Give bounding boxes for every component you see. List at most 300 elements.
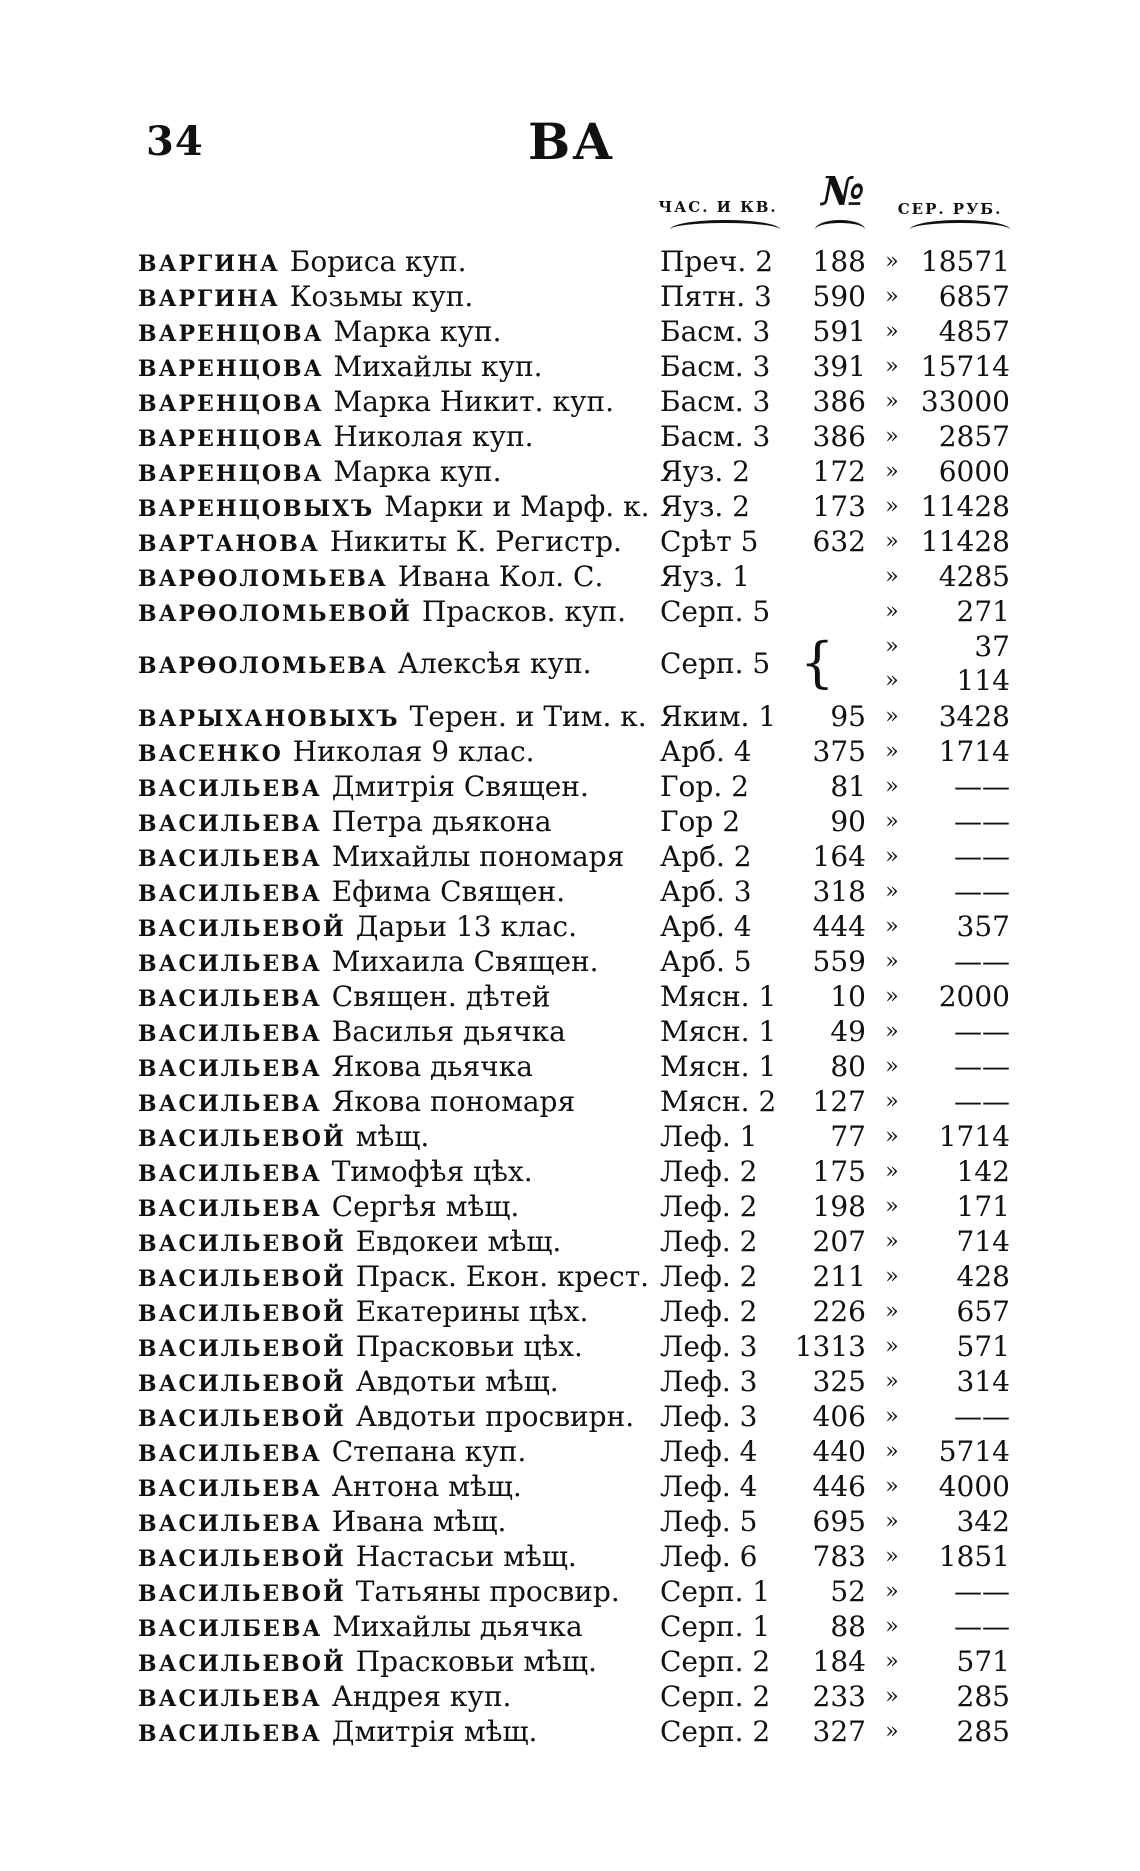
entry-amount: —— xyxy=(954,770,1010,803)
entry-surname: ВАРЕНЦОВЫХЪ xyxy=(138,496,375,522)
entry-amount: 571 xyxy=(956,1645,1010,1678)
entry-description: Прасковьи мѣщ. xyxy=(355,1645,597,1678)
column-brace-number xyxy=(815,220,865,239)
entry-amount: —— xyxy=(954,1085,1010,1118)
entry-sign: » xyxy=(885,1194,899,1219)
entry-sign: » xyxy=(885,389,899,414)
entry-name xyxy=(138,1224,658,1262)
entry-amount: —— xyxy=(954,805,1010,838)
entry-amount: —— xyxy=(954,840,1010,873)
entry-quarter: Мясн. 1 xyxy=(660,1050,777,1083)
entry-description: мѣщ. xyxy=(355,1120,430,1153)
entry-amount: 171 xyxy=(956,1190,1010,1223)
entry-sign: » xyxy=(885,1264,899,1289)
entry-surname: ВАСИЛЬЕВА xyxy=(138,1441,322,1467)
entry-name xyxy=(138,594,658,632)
entry-sign: » xyxy=(885,984,899,1009)
entry-sign: » xyxy=(885,1439,899,1464)
entry-sign: » xyxy=(885,319,899,344)
entry-number: 559 xyxy=(812,945,866,978)
entry-description: Марка куп. xyxy=(333,455,502,488)
entry-quarter: Срѣт 5 xyxy=(660,525,759,558)
entry-number: 226 xyxy=(812,1295,866,1328)
entry-description: Марки и Марф. к. xyxy=(384,490,650,523)
entry-quarter: Серп. 5 xyxy=(660,647,771,680)
entry-name xyxy=(138,944,658,982)
entry-number: 80 xyxy=(830,1050,866,1083)
list-item xyxy=(0,1364,1140,1399)
entry-surname: ВАСИЛЬЕВОЙ xyxy=(138,1371,346,1397)
entry-number: 90 xyxy=(830,805,866,838)
entry-sign: » xyxy=(885,739,899,764)
list-item xyxy=(0,244,1140,279)
entry-sign: » xyxy=(885,668,899,693)
entry-surname: ВАСИЛЬЕВОЙ xyxy=(138,1231,346,1257)
entry-name xyxy=(138,769,658,807)
entry-sign: » xyxy=(885,914,899,939)
entry-amount: 37 xyxy=(974,630,1010,663)
entry-description: Антона мѣщ. xyxy=(331,1470,522,1503)
entry-sign: » xyxy=(885,1334,899,1359)
entry-amount: 2857 xyxy=(938,420,1010,453)
entry-number: 446 xyxy=(812,1470,866,1503)
entry-quarter: Басм. 3 xyxy=(660,420,771,453)
entry-surname: ВАСИЛЬЕВА xyxy=(138,1721,322,1747)
entry-quarter: Серп. 2 xyxy=(660,1645,771,1678)
entry-surname: ВАСИЛЬЕВА xyxy=(138,881,322,907)
entry-sign: » xyxy=(885,1544,899,1569)
entry-amount: 571 xyxy=(956,1330,1010,1363)
entry-number: 164 xyxy=(812,840,866,873)
entry-quarter: Леф. 4 xyxy=(660,1470,758,1503)
entry-name xyxy=(138,1679,658,1717)
entry-name xyxy=(138,699,658,737)
entry-quarter: Леф. 3 xyxy=(660,1400,758,1433)
list-item xyxy=(0,524,1140,559)
entry-sign: » xyxy=(885,1019,899,1044)
entry-number: 81 xyxy=(830,770,866,803)
entry-amount: 714 xyxy=(956,1225,1010,1258)
entry-description: Якова пономаря xyxy=(331,1085,576,1118)
entry-name xyxy=(138,1014,658,1052)
entry-surname: ВАРЕНЦОВА xyxy=(138,356,324,382)
entry-sign: » xyxy=(885,634,899,659)
entry-name xyxy=(138,384,658,422)
list-item xyxy=(0,734,1140,769)
entry-name xyxy=(138,1329,658,1367)
entry-surname: ВАСИЛЬЕВА xyxy=(138,1056,322,1082)
entry-amount: 5714 xyxy=(938,1435,1010,1468)
entry-description: Сергѣя мѣщ. xyxy=(331,1190,520,1223)
entry-amount: 657 xyxy=(956,1295,1010,1328)
entry-quarter: Мясн. 1 xyxy=(660,980,777,1013)
entry-name xyxy=(138,1504,658,1542)
entry-description: Василья дьячка xyxy=(331,1015,566,1048)
entry-surname: ВАРЕНЦОВА xyxy=(138,426,324,452)
entry-number: 406 xyxy=(812,1400,866,1433)
entry-sign: » xyxy=(885,1404,899,1429)
entry-name xyxy=(138,1644,658,1682)
entry-description: Дарьи 13 клас. xyxy=(355,910,578,943)
list-item xyxy=(0,279,1140,314)
entry-name xyxy=(138,314,658,352)
entry-quarter: Гор 2 xyxy=(660,805,741,838)
entry-number: 325 xyxy=(812,1365,866,1398)
entry-surname: ВАСИЛЬЕВА xyxy=(138,1686,322,1712)
list-item xyxy=(0,419,1140,454)
entry-number: 52 xyxy=(830,1575,866,1608)
entry-quarter: Леф. 3 xyxy=(660,1330,758,1363)
column-header-number: № xyxy=(821,168,865,215)
entry-description: Ивана мѣщ. xyxy=(331,1505,507,1538)
entry-quarter: Серп. 1 xyxy=(660,1575,771,1608)
entry-quarter: Преч. 2 xyxy=(660,245,774,278)
entry-description: Ефима Священ. xyxy=(331,875,566,908)
entry-surname: ВАСИЛЬЕВА xyxy=(138,1091,322,1117)
list-item xyxy=(0,1434,1140,1469)
entry-number: 386 xyxy=(812,420,866,453)
entry-surname: ВАСИЛЬЕВОЙ xyxy=(138,1336,346,1362)
entry-surname: ВАСИЛЬЕВА xyxy=(138,986,322,1012)
entry-number: 49 xyxy=(830,1015,866,1048)
entry-surname: ВАСИЛЬЕВА xyxy=(138,1476,322,1502)
entry-name xyxy=(138,909,658,947)
entry-name xyxy=(138,1714,658,1752)
entry-name xyxy=(138,874,658,912)
entry-quarter: Леф. 1 xyxy=(660,1120,758,1153)
list-item xyxy=(0,1504,1140,1539)
list-item xyxy=(0,874,1140,909)
entry-number: 318 xyxy=(812,875,866,908)
entry-quarter: Леф. 5 xyxy=(660,1505,758,1538)
entry-amount: 1714 xyxy=(938,735,1010,768)
list-item xyxy=(0,699,1140,734)
entry-description: Михайлы куп. xyxy=(333,350,543,383)
entry-number: 127 xyxy=(812,1085,866,1118)
entry-name xyxy=(138,244,658,282)
entry-surname: ВАРТАНОВА xyxy=(138,531,320,557)
list-item xyxy=(0,1259,1140,1294)
entry-amount: 142 xyxy=(956,1155,1010,1188)
list-item xyxy=(0,559,1140,594)
entry-surname: ВАСИЛЬЕВА xyxy=(138,846,322,872)
entry-description: Дмитрія Священ. xyxy=(331,770,589,803)
list-item xyxy=(0,384,1140,419)
entry-sign: » xyxy=(885,1229,899,1254)
entry-sign: » xyxy=(885,529,899,554)
entry-amount: 6000 xyxy=(938,455,1010,488)
entry-amount: 4000 xyxy=(938,1470,1010,1503)
list-item xyxy=(0,314,1140,349)
entry-amount: —— xyxy=(954,875,1010,908)
entry-name xyxy=(138,1049,658,1087)
entry-amount: 4285 xyxy=(938,560,1010,593)
entry-surname: ВАСИЛЬЕВА xyxy=(138,1021,322,1047)
entry-surname: ВАСИЛЬЕВА xyxy=(138,776,322,802)
entry-quarter: Арб. 3 xyxy=(660,875,752,908)
entry-amount: 357 xyxy=(956,910,1010,943)
list-item xyxy=(0,1224,1140,1259)
entry-surname: ВАСИЛЬЕВОЙ xyxy=(138,1406,346,1432)
entry-surname: ВАPГИНА xyxy=(138,251,280,277)
entry-amount: 4857 xyxy=(938,315,1010,348)
entry-number: 695 xyxy=(812,1505,866,1538)
entry-surname: ВАСИЛЬЕВОЙ xyxy=(138,916,346,942)
list-item xyxy=(0,349,1140,384)
entry-sign: » xyxy=(885,424,899,449)
list-item xyxy=(0,489,1140,524)
list-item xyxy=(0,1469,1140,1504)
entry-quarter: Яким. 1 xyxy=(660,700,777,733)
entry-number: 198 xyxy=(812,1190,866,1223)
entry-number: 783 xyxy=(812,1540,866,1573)
entry-sign: » xyxy=(885,354,899,379)
entry-sign: » xyxy=(885,459,899,484)
list-item xyxy=(0,454,1140,489)
entry-description: Козьмы куп. xyxy=(289,280,474,313)
entry-sign: » xyxy=(885,1299,899,1324)
entry-amount: 1714 xyxy=(938,1120,1010,1153)
list-item xyxy=(0,1574,1140,1609)
entry-sign: » xyxy=(885,1089,899,1114)
entry-description: Якова дьячка xyxy=(331,1050,533,1083)
entry-amount: 114 xyxy=(956,664,1010,697)
entry-sign: » xyxy=(885,1474,899,1499)
list-item xyxy=(0,1399,1140,1434)
entry-surname: ВАРЕНЦОВА xyxy=(138,391,324,417)
entry-sign: » xyxy=(885,1684,899,1709)
entry-number: 233 xyxy=(812,1680,866,1713)
entry-name xyxy=(138,734,658,772)
entry-amount: 18571 xyxy=(920,245,1010,278)
entry-amount: 342 xyxy=(956,1505,1010,1538)
entry-name xyxy=(138,804,658,842)
entry-sign: » xyxy=(885,1369,899,1394)
entry-name xyxy=(138,1259,658,1297)
entry-sign: » xyxy=(885,564,899,589)
entry-sign: » xyxy=(885,1719,899,1744)
entry-name xyxy=(138,1539,658,1577)
entry-surname: ВАРѲОЛОМЬЕВА xyxy=(138,566,388,592)
entry-number: 88 xyxy=(830,1610,866,1643)
list-item xyxy=(0,594,1140,629)
entry-amount: 428 xyxy=(956,1260,1010,1293)
entry-description: Татьяны просвир. xyxy=(355,1575,620,1608)
entry-quarter: Арб. 4 xyxy=(660,735,752,768)
entry-quarter: Яуз. 2 xyxy=(660,455,750,488)
entry-description: Петра дьякона xyxy=(331,805,552,838)
entry-description: Дмитрія мѣщ. xyxy=(331,1715,538,1748)
entry-number: 386 xyxy=(812,385,866,418)
entry-number: 95 xyxy=(830,700,866,733)
list-item xyxy=(0,1084,1140,1119)
entry-quarter: Басм. 3 xyxy=(660,385,771,418)
curly-brace: { xyxy=(800,631,835,694)
list-item xyxy=(0,769,1140,804)
entry-quarter: Леф. 2 xyxy=(660,1190,758,1223)
entry-surname: ВАСИЛЬЕВОЙ xyxy=(138,1301,346,1327)
entry-description: Терен. и Тим. к. xyxy=(409,700,647,733)
list-item xyxy=(0,1189,1140,1224)
entry-description: Марка Никит. куп. xyxy=(333,385,614,418)
entry-description: Никиты К. Регистр. xyxy=(329,525,622,558)
entry-surname: ВАСИЛЬЕВА xyxy=(138,951,322,977)
list-item xyxy=(0,1644,1140,1679)
entry-list xyxy=(0,244,1140,1749)
entry-quarter: Мясн. 1 xyxy=(660,1015,777,1048)
entry-quarter: Леф. 2 xyxy=(660,1155,758,1188)
column-brace-rubles xyxy=(910,220,1010,239)
entry-name xyxy=(138,489,658,527)
entry-name xyxy=(138,979,658,1017)
list-item xyxy=(0,1609,1140,1644)
entry-amount: 15714 xyxy=(920,350,1010,383)
entry-sign: » xyxy=(885,809,899,834)
entry-amount: 6857 xyxy=(938,280,1010,313)
entry-quarter: Леф. 3 xyxy=(660,1365,758,1398)
list-item xyxy=(0,1679,1140,1714)
entry-amount: 11428 xyxy=(920,525,1010,558)
entry-name xyxy=(138,559,658,597)
list-item xyxy=(0,944,1140,979)
entry-surname: ВАСИЛЬЕВА xyxy=(138,1161,322,1187)
entry-surname: ВАРЕНЦОВА xyxy=(138,321,324,347)
entry-name xyxy=(138,1574,658,1612)
column-header-rubles: СЕР. РУБ. xyxy=(897,200,1003,218)
entry-description: Степана куп. xyxy=(331,1435,527,1468)
entry-sign: » xyxy=(885,1159,899,1184)
entry-surname: ВАРЕНЦОВА xyxy=(138,461,324,487)
entry-surname: ВАСЕНКО xyxy=(138,741,283,767)
entry-sign: » xyxy=(885,1649,899,1674)
entry-name xyxy=(138,1469,658,1507)
entry-number: 10 xyxy=(830,980,866,1013)
entry-description: Михайлы дьячка xyxy=(332,1610,583,1643)
entry-quarter: Серп. 2 xyxy=(660,1715,771,1748)
entry-description: Прасков. куп. xyxy=(421,595,627,628)
entry-number: 211 xyxy=(812,1260,866,1293)
entry-quarter: Леф. 2 xyxy=(660,1225,758,1258)
column-brace-quarter xyxy=(670,220,780,239)
entry-description: Марка куп. xyxy=(333,315,502,348)
entry-name xyxy=(138,454,658,492)
entry-description: Прасковьи цѣх. xyxy=(355,1330,583,1363)
entry-quarter: Леф. 6 xyxy=(660,1540,758,1573)
entry-name xyxy=(138,1084,658,1122)
entry-quarter: Басм. 3 xyxy=(660,315,771,348)
entry-quarter: Леф. 2 xyxy=(660,1295,758,1328)
entry-quarter: Леф. 4 xyxy=(660,1435,758,1468)
entry-description: Священ. дѣтей xyxy=(331,980,551,1013)
entry-number: 1313 xyxy=(794,1330,866,1363)
entry-quarter: Серп. 1 xyxy=(660,1610,771,1643)
entry-amount: —— xyxy=(954,1400,1010,1433)
entry-quarter: Арб. 5 xyxy=(660,945,752,978)
entry-amount: 285 xyxy=(956,1680,1010,1713)
entry-amount: 314 xyxy=(956,1365,1010,1398)
entry-amount: 33000 xyxy=(920,385,1010,418)
page-number: 34 xyxy=(146,118,204,165)
entry-description: Евдокеи мѣщ. xyxy=(355,1225,562,1258)
entry-sign: » xyxy=(885,704,899,729)
list-item xyxy=(0,1154,1140,1189)
entry-sign: » xyxy=(885,284,899,309)
entry-surname: ВАСИЛЬЕВОЙ xyxy=(138,1126,346,1152)
list-item xyxy=(0,629,1140,699)
entry-amount: —— xyxy=(954,945,1010,978)
entry-number: 188 xyxy=(812,245,866,278)
entry-description: Настасьи мѣщ. xyxy=(355,1540,577,1573)
entry-sign: » xyxy=(885,949,899,974)
entry-sign: » xyxy=(885,494,899,519)
list-item xyxy=(0,804,1140,839)
entry-amount: —— xyxy=(954,1610,1010,1643)
entry-amount: 3428 xyxy=(938,700,1010,733)
entry-quarter: Серп. 2 xyxy=(660,1680,771,1713)
entry-description: Авдотьи мѣщ. xyxy=(355,1365,559,1398)
entry-description: Бориса куп. xyxy=(289,245,467,278)
entry-amount: —— xyxy=(954,1575,1010,1608)
entry-number: 591 xyxy=(812,315,866,348)
column-header-quarter: ЧАС. И КВ. xyxy=(658,198,778,216)
entry-number: 444 xyxy=(812,910,866,943)
list-item xyxy=(0,909,1140,944)
entry-number: 77 xyxy=(830,1120,866,1153)
entry-surname: ВАСИЛЬЕВОЙ xyxy=(138,1581,346,1607)
entry-name xyxy=(138,279,658,317)
entry-surname: ВАСИЛЬЕВОЙ xyxy=(138,1651,346,1677)
entry-surname: ВАСИЛЬЕВА xyxy=(138,1196,322,1222)
entry-number: 391 xyxy=(812,350,866,383)
entry-number: 590 xyxy=(812,280,866,313)
entry-sign: » xyxy=(885,844,899,869)
entry-number: 207 xyxy=(812,1225,866,1258)
entry-name xyxy=(138,349,658,387)
entry-quarter: Арб. 4 xyxy=(660,910,752,943)
entry-surname: ВАСИЛЬЕВА xyxy=(138,1511,322,1537)
entry-sign: » xyxy=(885,1579,899,1604)
entry-name xyxy=(138,839,658,877)
entry-number: 173 xyxy=(812,490,866,523)
entry-quarter: Серп. 5 xyxy=(660,595,771,628)
entry-sign: » xyxy=(885,1614,899,1639)
entry-name xyxy=(138,1434,658,1472)
entry-name xyxy=(138,419,658,457)
entry-amount: 1851 xyxy=(938,1540,1010,1573)
entry-description: Михайлы пономаря xyxy=(331,840,625,873)
entry-name xyxy=(138,1119,658,1157)
entry-surname: ВАРѲОЛОМЬЕВА xyxy=(138,653,388,679)
entry-quarter: Пятн. 3 xyxy=(660,280,772,313)
entry-surname: ВАРѲОЛОМЬЕВОЙ xyxy=(138,601,412,627)
entry-surname: ВАСИЛЬЕВОЙ xyxy=(138,1546,346,1572)
entry-amount: 271 xyxy=(956,595,1010,628)
entry-description: Николая куп. xyxy=(333,420,534,453)
entry-sign: » xyxy=(885,774,899,799)
entry-name xyxy=(138,1364,658,1402)
list-item xyxy=(0,1539,1140,1574)
entry-description: Николая 9 клас. xyxy=(292,735,535,768)
entry-description: Праск. Екон. крест. xyxy=(355,1260,650,1293)
entry-description: Екатерины цѣх. xyxy=(355,1295,589,1328)
entry-quarter: Мясн. 2 xyxy=(660,1085,777,1118)
entry-amount: 285 xyxy=(956,1715,1010,1748)
entry-description: Алексѣя куп. xyxy=(397,647,592,680)
entry-number: 375 xyxy=(812,735,866,768)
entry-quarter: Яуз. 2 xyxy=(660,490,750,523)
entry-name xyxy=(138,524,658,562)
entry-number: 172 xyxy=(812,455,866,488)
